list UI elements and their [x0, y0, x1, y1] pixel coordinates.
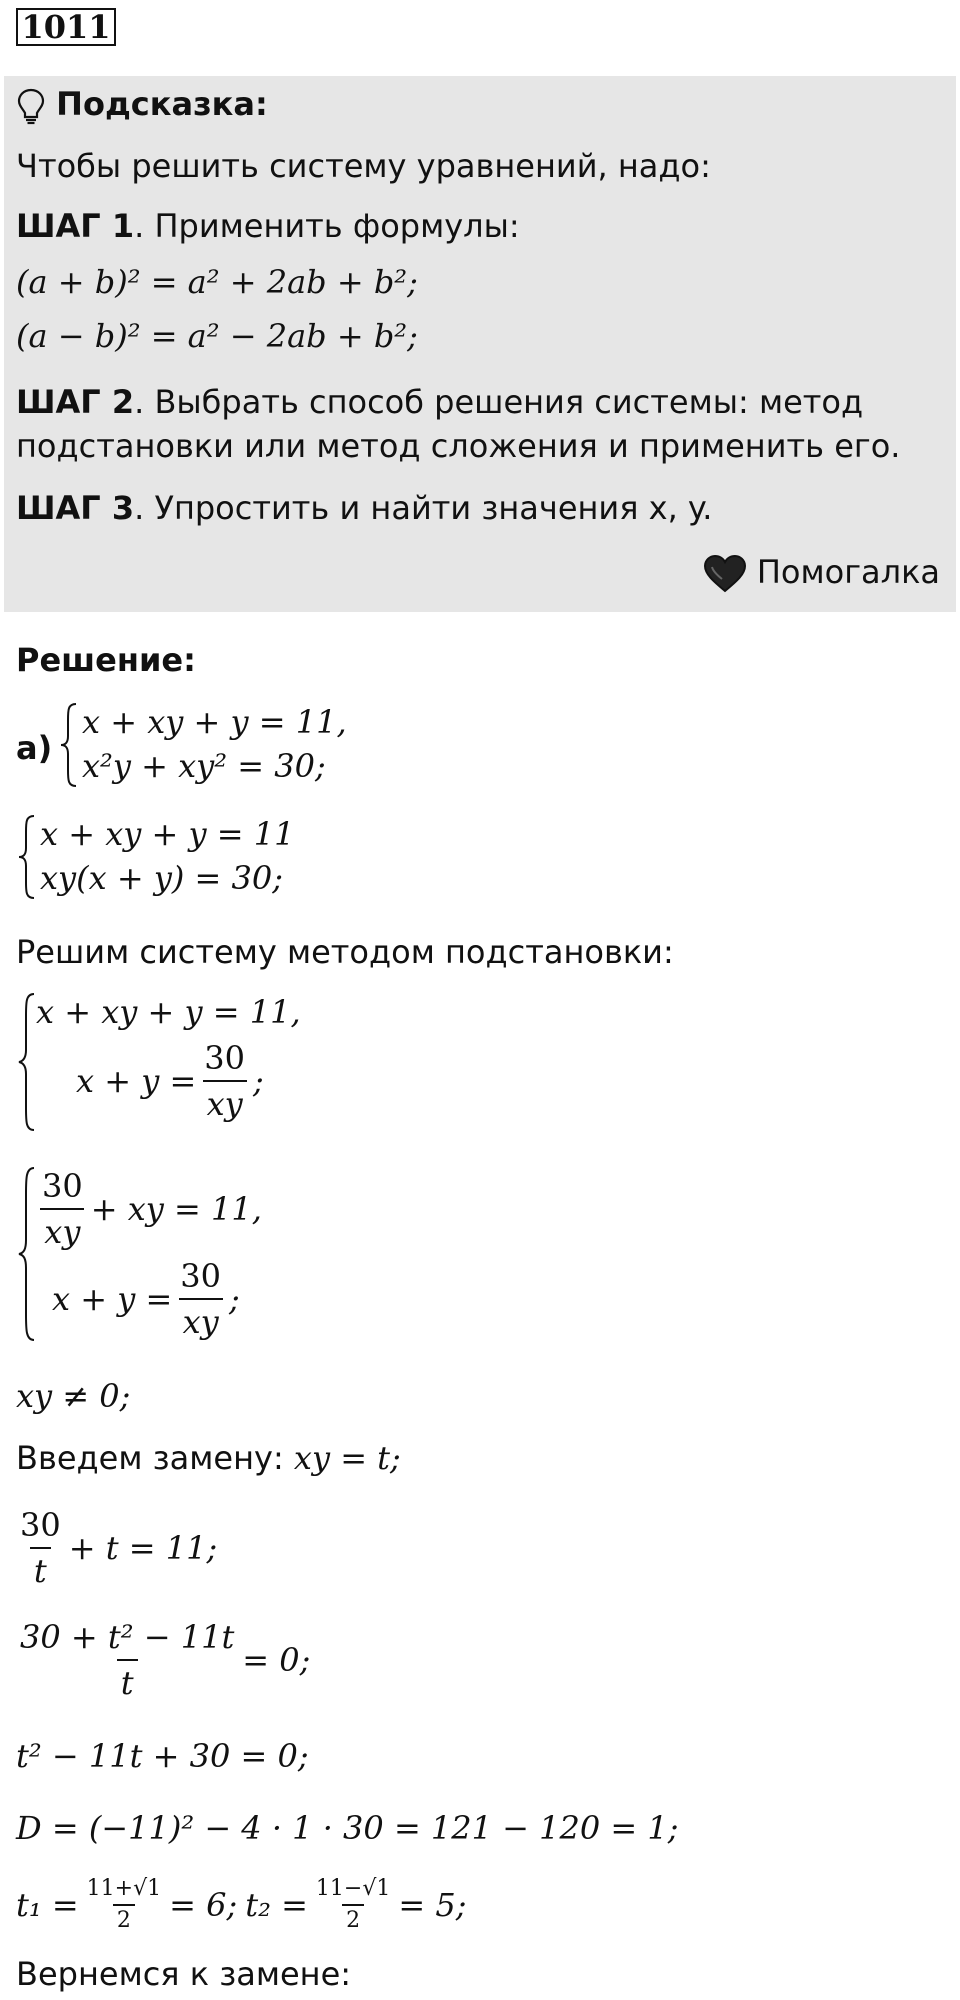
semicolon: ;: [252, 1062, 264, 1100]
equation-2: [16, 1616, 310, 1704]
sys4-row1-right: + xy = 11,: [90, 1190, 262, 1228]
t2-fraction: $\frac{11-√1}{2}$: [315, 1876, 391, 1933]
sys1-row1: x + xy + y = 11,: [82, 703, 347, 741]
step1-label: ШАГ 1: [16, 207, 135, 245]
brace-icon: [16, 812, 38, 902]
t2-label: t₂ =: [245, 1886, 308, 1924]
semicolon: ;: [228, 1280, 240, 1318]
heart-icon: [703, 555, 747, 593]
brace-icon: [16, 1164, 38, 1344]
method-text: Решим систему методом подстановки:: [16, 933, 674, 971]
task-number: 1011: [16, 8, 116, 46]
step1-text: . Применить формулы:: [134, 207, 520, 245]
fraction-quadratic-over-t: $\frac{\text{30 + t² − 11t}}{t}$: [20, 1618, 235, 1702]
fraction-30-over-xy: $\frac{30}{xy}$: [42, 1167, 83, 1251]
formula-sum-square: (a + b)² = a² + 2ab + b²;: [16, 263, 418, 301]
hint-step1: [16, 206, 520, 246]
substitution: [16, 1438, 401, 1478]
hint-intro: Чтобы решить систему уравнений, надо:: [16, 147, 711, 185]
t1-value: = 6;: [169, 1886, 238, 1924]
sys4-row2: [38, 1254, 262, 1344]
hint-step2-line2: подстановки или метод сложения и применить его.: [16, 427, 901, 465]
system-4: [16, 1164, 376, 1344]
substitution-text: Введем замену:: [16, 1439, 284, 1477]
step2-label: ШАГ 2: [16, 383, 135, 421]
system-1: [58, 700, 358, 790]
roots: [16, 1870, 467, 1940]
t1-fraction: $\frac{11+√1}{2}$: [86, 1876, 162, 1933]
fraction-30-over-xy: $\frac{30}{xy}$: [204, 1039, 245, 1123]
discriminant: D = (−11)² − 4 · 1 · 30 = 121 − 120 = 1;: [16, 1809, 679, 1847]
hint-box: [4, 76, 956, 612]
return-text: Вернемся к замене:: [16, 1955, 352, 1993]
hint-header: [16, 84, 268, 125]
equation-3: t² − 11t + 30 = 0;: [16, 1737, 309, 1775]
hint-title: Подсказка:: [56, 85, 268, 123]
fraction-30-over-t: $\frac{30}{t}$: [20, 1506, 61, 1590]
sys1-row2: x²y + xy² = 30;: [82, 747, 326, 785]
system-3: [16, 990, 376, 1134]
sys3-row2-left: x + y =: [76, 1062, 197, 1100]
step3-label: ШАГ 3: [16, 489, 135, 527]
step3-text: . Упростить и найти значения x, y.: [134, 489, 713, 527]
equation-2-right: = 0;: [242, 1641, 311, 1679]
step2-text-1: . Выбрать способ решения системы: метод: [134, 383, 864, 421]
sys3-row1: x + xy + y = 11,: [36, 993, 301, 1031]
brand-name: Помогалка: [756, 553, 940, 591]
t2-value: = 5;: [398, 1886, 467, 1924]
brace-icon: [16, 990, 38, 1134]
condition: xy ≠ 0;: [16, 1377, 131, 1415]
sys2-row1: x + xy + y = 11: [40, 815, 295, 853]
brand-tag: [703, 552, 940, 593]
t1-label: t₁ =: [16, 1886, 79, 1924]
lightbulb-icon: [16, 87, 46, 125]
formula-diff-square: (a − b)² = a² − 2ab + b²;: [16, 317, 418, 355]
sys4-row1: [38, 1164, 262, 1254]
system-2: [16, 812, 316, 902]
hint-step3: [16, 488, 712, 528]
part-label: а): [16, 729, 53, 767]
sys2-row2: xy(x + y) = 30;: [40, 859, 284, 897]
brace-icon: [58, 700, 80, 790]
substitution-math: xy = t;: [293, 1439, 401, 1477]
equation-1-right: + t = 11;: [68, 1529, 218, 1567]
fraction-30-over-xy: $\frac{30}{xy}$: [180, 1257, 221, 1341]
sys3-row2: [36, 1038, 301, 1124]
sys4-row2-left: x + y =: [52, 1280, 173, 1318]
equation-1: [16, 1504, 217, 1592]
hint-step2-line1: [16, 382, 863, 422]
solution-title: Решение:: [16, 641, 196, 679]
